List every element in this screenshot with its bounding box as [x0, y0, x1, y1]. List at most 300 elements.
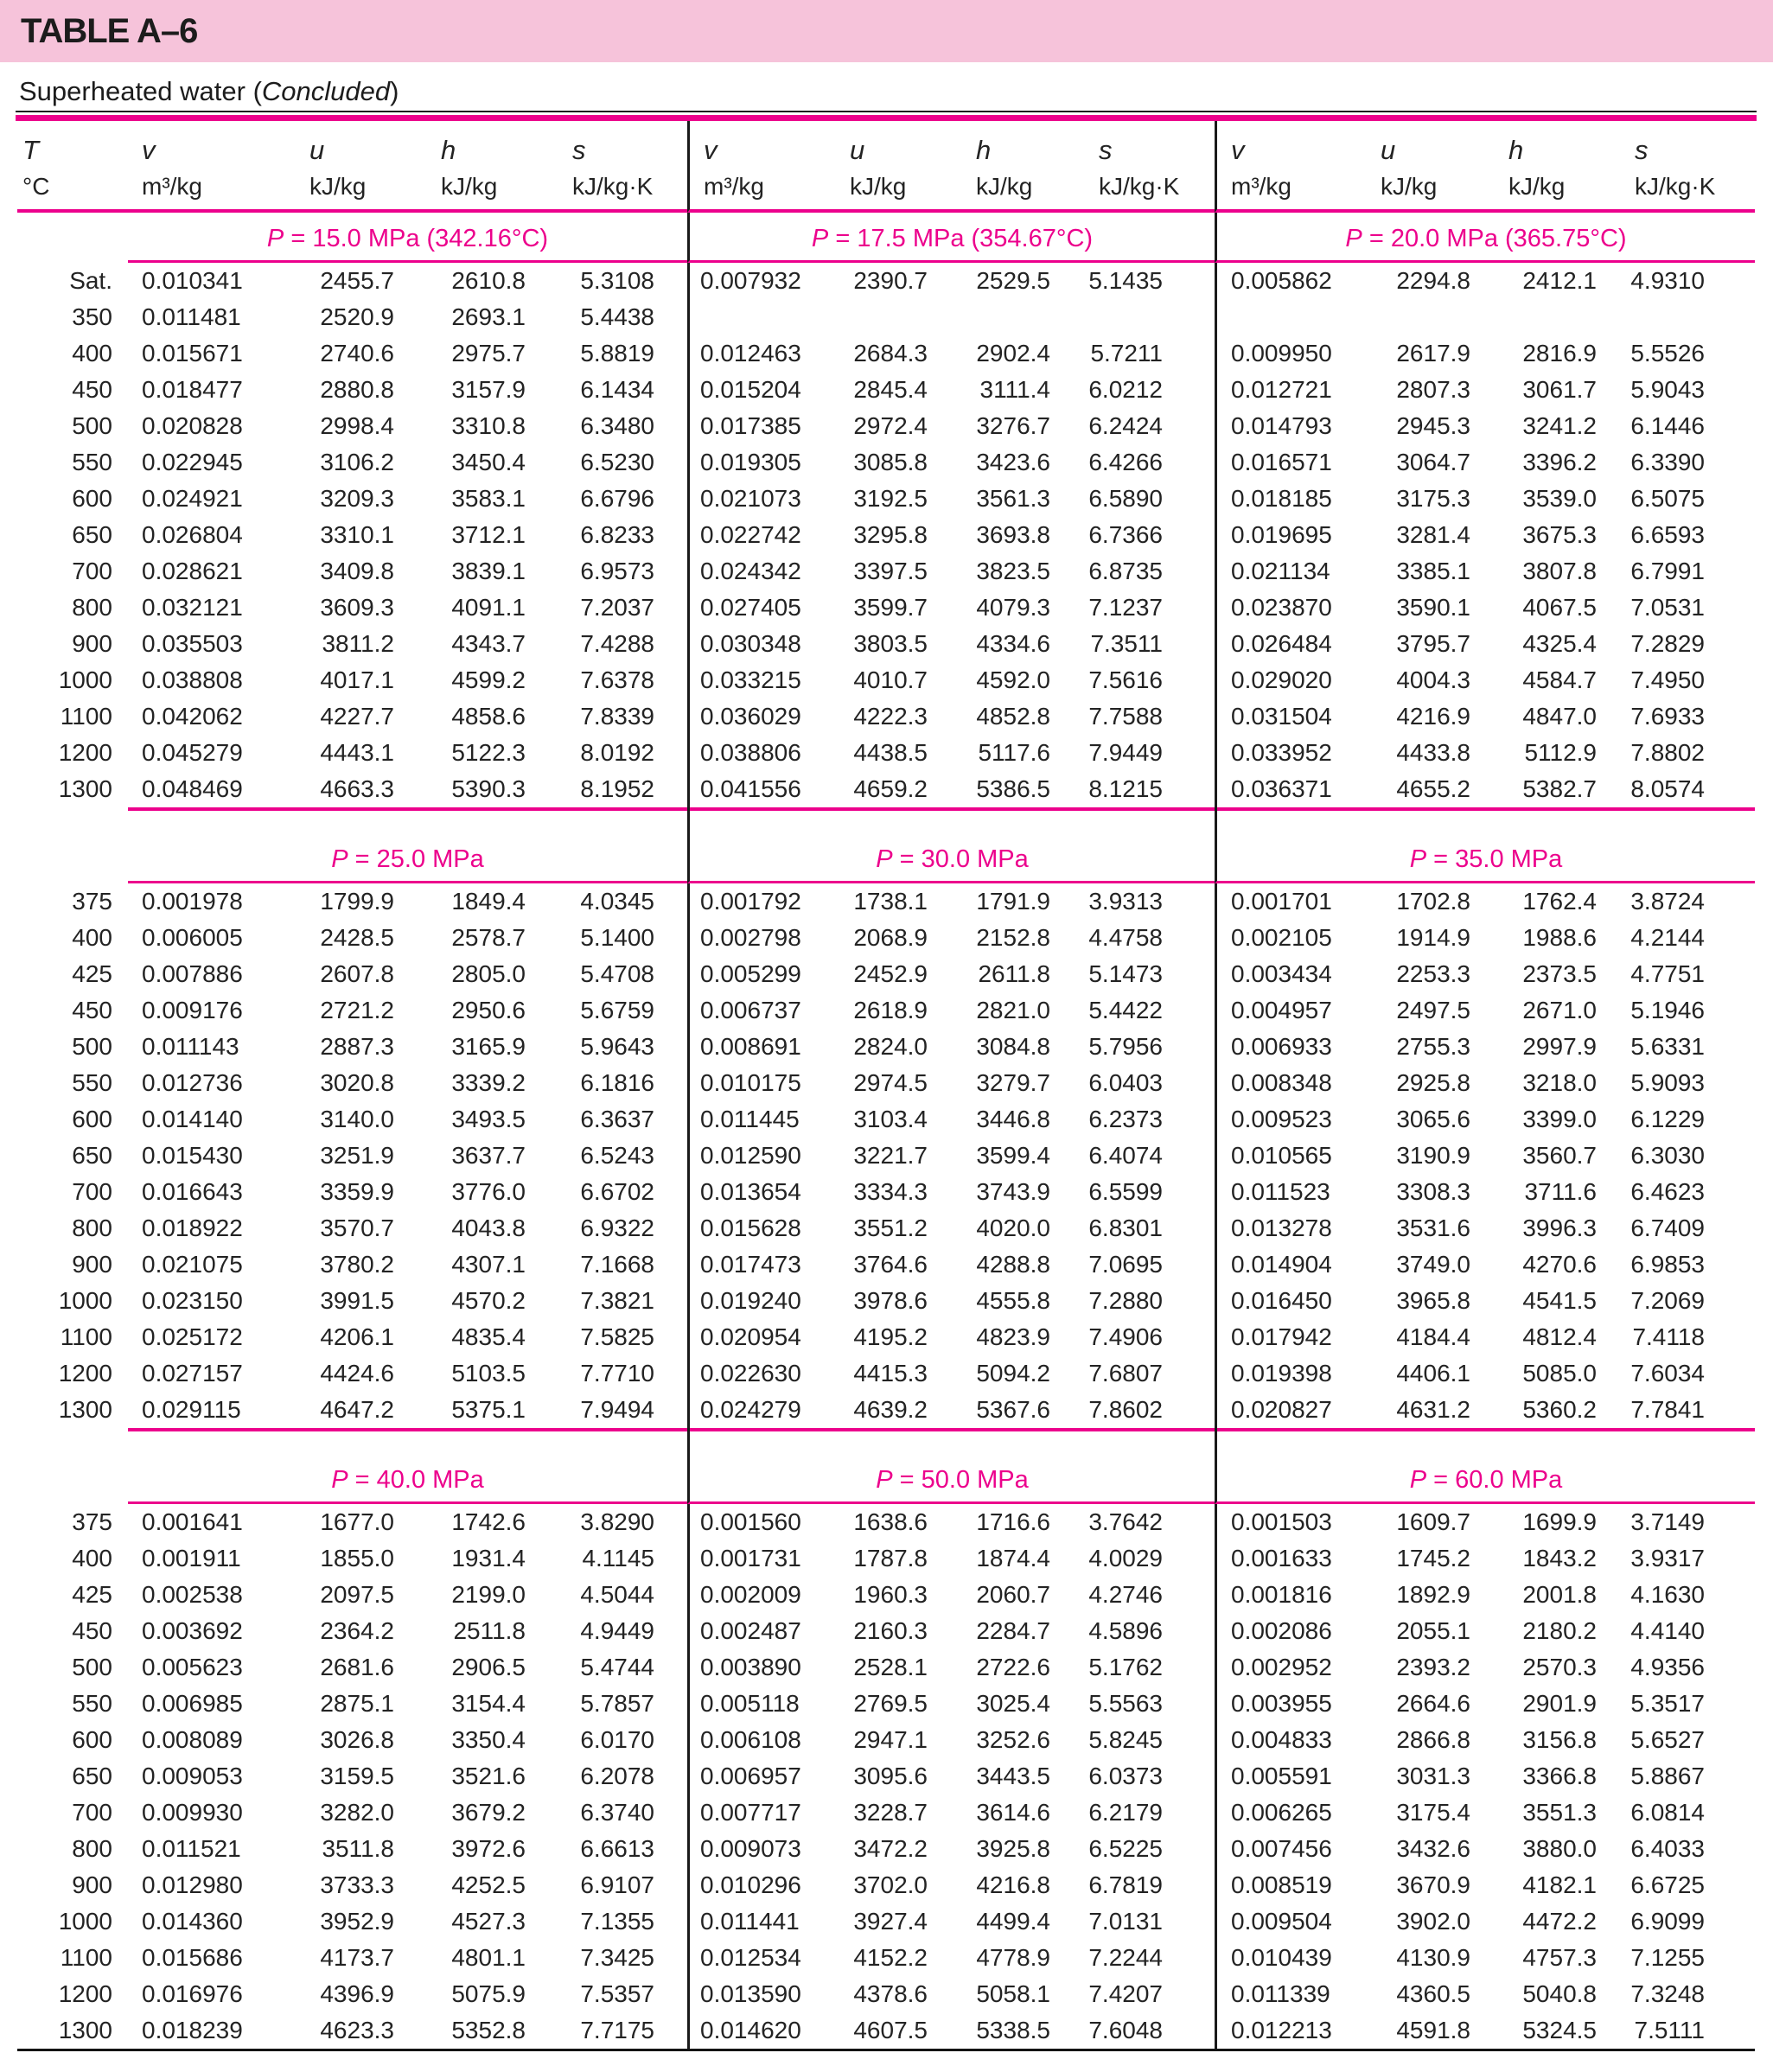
cell-value: 2721.2 [320, 997, 394, 1023]
cell-value: 7.6048 [1088, 2017, 1163, 2043]
cell-value: 0.017942 [1215, 1319, 1355, 1355]
cell-value: 7.2069 [1630, 1287, 1705, 1314]
cell-value: 8.0574 [1630, 775, 1705, 802]
cell-value: 2529.5 [976, 267, 1050, 294]
cell-value: 7.1355 [580, 1908, 654, 1935]
band-gap [1215, 811, 1755, 833]
cell-value: 6.4623 [1630, 1178, 1705, 1205]
pressure-symbol: P [266, 225, 284, 252]
cell-value: 2393.2 [1396, 1654, 1470, 1680]
cell-value: 2681.6 [320, 1654, 394, 1680]
cell-temperature: 550 [72, 1069, 112, 1096]
cell-value: 7.5825 [580, 1323, 654, 1350]
cell-value: 0.018185 [1215, 481, 1355, 517]
cell-value: 0.002952 [1215, 1649, 1355, 1686]
cell-value: 5.1946 [1630, 997, 1705, 1023]
cell-value: 0.008348 [1215, 1065, 1355, 1101]
cell-value: 3.7642 [1088, 1508, 1163, 1535]
cell-temperature: 800 [72, 1215, 112, 1241]
cell-value: 6.6613 [580, 1835, 654, 1862]
cell-value: 2618.9 [853, 997, 928, 1023]
col-header-s-2: s kJ/kg·K [1073, 121, 1215, 213]
cell-value: 7.2037 [580, 594, 654, 621]
cell-value: 0.021134 [1215, 553, 1355, 590]
cell-value: 1874.4 [976, 1545, 1050, 1572]
cell-value: 3443.5 [976, 1763, 1050, 1789]
cell-value: 7.0531 [1630, 594, 1705, 621]
cell-value: 0.006005 [142, 924, 243, 951]
cell-value: 4216.9 [1396, 703, 1470, 730]
cell-value: 3531.6 [1396, 1215, 1470, 1241]
cell-value: 6.7366 [1088, 521, 1163, 548]
cell-value: 4184.4 [1396, 1323, 1470, 1350]
cell-value: 2821.0 [976, 997, 1050, 1023]
cell-value: 3095.6 [853, 1763, 928, 1789]
cell-value: 5.8819 [580, 340, 654, 367]
cell-value: 4020.0 [976, 1215, 1050, 1241]
cell-value: 4527.3 [451, 1908, 526, 1935]
cell-value: 0.002487 [687, 1613, 824, 1649]
cell-value: 2671.0 [1522, 997, 1597, 1023]
cell-value: 5.4422 [1088, 997, 1163, 1023]
cell-value: 7.6034 [1630, 1360, 1705, 1387]
cell-value: 5.6527 [1630, 1726, 1705, 1753]
cell-value: 0.025172 [142, 1323, 243, 1350]
cell-temperature: 1300 [58, 1396, 112, 1423]
cell-value: 4010.7 [853, 666, 928, 693]
cell-value: 0.016571 [1215, 444, 1355, 481]
cell-value: 5.7857 [580, 1690, 654, 1717]
pressure-symbol: P [1409, 1466, 1427, 1494]
cell-value: 2520.9 [320, 303, 394, 330]
cell-value: 0.001911 [142, 1545, 241, 1572]
cell-value: 0.021075 [142, 1251, 243, 1278]
band-gap [128, 811, 687, 833]
cell-value: 7.7588 [1088, 703, 1163, 730]
cell-value: 5324.5 [1522, 2017, 1597, 2043]
pressure-value: = 20.0 MPa (365.75°C) [1362, 225, 1627, 252]
cell-temperature: 450 [72, 376, 112, 403]
cell-value: 7.3248 [1630, 1980, 1705, 2007]
cell-value: 6.6796 [580, 485, 654, 512]
cell-value: 5.9043 [1630, 376, 1705, 403]
cell-value: 6.8735 [1088, 558, 1163, 584]
cell-value: 6.5225 [1088, 1835, 1163, 1862]
cell-value: 0.013654 [687, 1174, 824, 1210]
cell-value: 3165.9 [451, 1033, 526, 1060]
cell-value: 0.005118 [687, 1686, 824, 1722]
cell-value: 4206.1 [320, 1323, 394, 1350]
cell-value: 0.018239 [142, 2017, 243, 2043]
cell-value: 4307.1 [451, 1251, 526, 1278]
cell-value: 0.007932 [687, 263, 824, 299]
cell-value: 1931.4 [451, 1545, 526, 1572]
col-header-h-2: h kJ/kg [950, 121, 1073, 213]
cell-value: 6.6702 [580, 1178, 654, 1205]
cell-value: 4541.5 [1522, 1287, 1597, 1314]
cell-value: 1702.8 [1396, 888, 1470, 915]
cell-value: 7.4288 [580, 630, 654, 657]
cell-value: 0.015671 [142, 340, 243, 367]
cell-value: 3295.8 [853, 521, 928, 548]
cell-value: 0.001701 [1215, 883, 1355, 920]
cell-value: 5338.5 [976, 2017, 1050, 2043]
cell-value: 5.6331 [1630, 1033, 1705, 1060]
cell-temperature: 450 [72, 1617, 112, 1644]
cell-value: 3972.6 [451, 1835, 526, 1862]
cell-value: 7.6378 [580, 666, 654, 693]
cell-value: 0.014140 [142, 1106, 243, 1132]
cell-value: 0.008089 [142, 1726, 243, 1753]
cell-value: 4801.1 [451, 1944, 526, 1971]
cell-value: 7.4207 [1088, 1980, 1163, 2007]
cell-value: 2740.6 [320, 340, 394, 367]
cell-value: 4.5896 [1088, 1617, 1163, 1644]
cell-value: 0.002086 [1215, 1613, 1355, 1649]
cell-value: 0.048469 [142, 775, 243, 802]
cell-value: 2945.3 [1396, 412, 1470, 439]
cell-temperature: 1100 [60, 1323, 112, 1350]
cell-value: 0.001560 [687, 1504, 824, 1540]
cell-temperature: 500 [72, 412, 112, 439]
cell-value: 0.013590 [687, 1976, 824, 2012]
cell-value: 3637.7 [451, 1142, 526, 1169]
cell-value: 0.026484 [1215, 626, 1355, 662]
cell-value: 0.014904 [1215, 1246, 1355, 1283]
cell-value: 0.015686 [142, 1944, 243, 1971]
cell-value: 2253.3 [1396, 960, 1470, 987]
cell-value: 7.2244 [1088, 1944, 1163, 1971]
cell-value: 0.001633 [1215, 1540, 1355, 1577]
cell-value: 0.020954 [687, 1319, 824, 1355]
cell-value: 2875.1 [320, 1690, 394, 1717]
cell-value: 7.8602 [1088, 1396, 1163, 1423]
cell-value: 4334.6 [976, 630, 1050, 657]
pressure-value: = 40.0 MPa [348, 1466, 484, 1494]
cell-value: 4004.3 [1396, 666, 1470, 693]
cell-value: 2617.9 [1396, 340, 1470, 367]
cell-temperature: 650 [72, 1763, 112, 1789]
cell-value: 2452.9 [853, 960, 928, 987]
cell-value: 3795.7 [1396, 630, 1470, 657]
cell-value: 4778.9 [976, 1944, 1050, 1971]
cell-value: 0.003434 [1215, 956, 1355, 992]
cell-value: 4.5044 [580, 1581, 654, 1608]
pressure-header [1215, 213, 1755, 263]
cell-value: 1738.1 [853, 888, 928, 915]
cell-value: 3702.0 [853, 1871, 928, 1898]
cell-value: 2412.1 [1522, 267, 1597, 294]
cell-value: 3310.1 [320, 521, 394, 548]
cell-value: 3811.2 [322, 630, 394, 657]
cell-value: 3251.9 [320, 1142, 394, 1169]
cell-value: 0.012721 [1215, 372, 1355, 408]
cell-value: 7.3821 [580, 1287, 654, 1314]
cell-value: 7.1237 [1088, 594, 1163, 621]
cell-value: 7.1668 [580, 1251, 654, 1278]
cell-value: 1745.2 [1396, 1545, 1470, 1572]
cell-value: 4396.9 [320, 1980, 394, 2007]
cell-temperature: 650 [72, 1142, 112, 1169]
cell-value: 5.9643 [580, 1033, 654, 1060]
cell-value: 0.003890 [687, 1649, 824, 1686]
cell-value: 4406.1 [1396, 1360, 1470, 1387]
cell-value: 7.4118 [1632, 1323, 1705, 1350]
cell-value: 0.015430 [142, 1142, 243, 1169]
cell-value: 3432.6 [1396, 1835, 1470, 1862]
cell-value: 2722.6 [976, 1654, 1050, 1680]
cell-value: 6.9107 [580, 1871, 654, 1898]
cell-value: 1677.0 [320, 1508, 394, 1535]
cell-value: 3359.9 [320, 1178, 394, 1205]
cell-value: 6.1229 [1630, 1106, 1705, 1132]
cell-value: 0.004957 [1215, 992, 1355, 1029]
cell-value: 3020.8 [320, 1069, 394, 1096]
cell-value: 5085.0 [1522, 1360, 1597, 1387]
cell-value: 2373.5 [1522, 960, 1597, 987]
subtitle-italic-text: Concluded [261, 76, 391, 106]
cell-value: 0.012213 [1215, 2012, 1355, 2049]
cell-value: 0.001641 [142, 1508, 243, 1535]
cell-value: 3065.6 [1396, 1106, 1470, 1132]
cell-value: 0.023870 [1215, 590, 1355, 626]
cell-temperature: 425 [72, 1581, 112, 1608]
cell-value: 7.5111 [1634, 2017, 1705, 2043]
cell-temperature: 1200 [58, 739, 112, 766]
cell-value: 7.0695 [1088, 1251, 1163, 1278]
cell-value: 4472.2 [1522, 1908, 1597, 1935]
pressure-symbol: P [876, 845, 893, 873]
cell-value: 1787.8 [853, 1545, 928, 1572]
cell-value: 3560.7 [1522, 1142, 1597, 1169]
cell-value: 3776.0 [451, 1178, 526, 1205]
cell-value: 3493.5 [451, 1106, 526, 1132]
cell-value: 3803.5 [853, 630, 928, 657]
cell-value: 5382.7 [1522, 775, 1597, 802]
cell-value: 6.9099 [1630, 1908, 1705, 1935]
cell-value: 3106.2 [320, 449, 394, 475]
cell-value: 5.3517 [1630, 1690, 1705, 1717]
cell-value: 3539.0 [1522, 485, 1597, 512]
cell-value: 3693.8 [976, 521, 1050, 548]
cell-value [950, 299, 1073, 335]
cell-value: 6.0814 [1630, 1799, 1705, 1826]
cell-value: 3084.8 [976, 1033, 1050, 1060]
cell-value: 5360.2 [1522, 1396, 1597, 1423]
pressure-symbol: P [1345, 225, 1362, 252]
cell-value: 3599.7 [853, 594, 928, 621]
cell-value: 2578.7 [451, 924, 526, 951]
cell-value: 1849.4 [451, 888, 526, 915]
cell-value: 6.5599 [1088, 1178, 1163, 1205]
cell-value [687, 299, 824, 335]
cell-temperature: 350 [72, 303, 112, 330]
cell-value: 1638.6 [853, 1508, 928, 1535]
cell-temperature: 1000 [58, 666, 112, 693]
cell-value: 5.9093 [1630, 1069, 1705, 1096]
cell-value: 3111.4 [979, 376, 1050, 403]
cell-temperature: 1200 [58, 1360, 112, 1387]
cell-value: 3085.8 [853, 449, 928, 475]
cell-value: 6.7819 [1088, 1871, 1163, 1898]
cell-value: 0.014360 [142, 1908, 243, 1935]
cell-value: 0.012736 [142, 1069, 243, 1096]
cell-temperature: 375 [72, 888, 112, 915]
cell-value: 0.020828 [142, 412, 243, 439]
cell-value: 3276.7 [976, 412, 1050, 439]
cell-value: 8.1952 [580, 775, 654, 802]
cell-value: 0.001816 [1215, 1577, 1355, 1613]
cell-value: 6.2078 [580, 1763, 654, 1789]
cell-temperature: 600 [72, 485, 112, 512]
cell-value: 4424.6 [320, 1360, 394, 1387]
col-header-v-1: v m³/kg [128, 121, 284, 213]
cell-value: 0.014793 [1215, 408, 1355, 444]
pressure-header [687, 833, 1215, 883]
cell-value: 0.024342 [687, 553, 824, 590]
cell-value: 7.2880 [1088, 1287, 1163, 1314]
cell-value: 4438.5 [853, 739, 928, 766]
cell-value: 7.4950 [1630, 666, 1705, 693]
cell-value: 0.009504 [1215, 1903, 1355, 1940]
cell-value: 0.011481 [142, 303, 241, 330]
cell-value: 4.2144 [1630, 924, 1705, 951]
cell-value: 0.002105 [1215, 920, 1355, 956]
cell-value: 0.007886 [142, 960, 243, 987]
cell-value: 2997.9 [1522, 1033, 1597, 1060]
cell-value [1483, 299, 1609, 335]
cell-value: 4.9449 [580, 1617, 654, 1644]
cell-value: 4216.8 [976, 1871, 1050, 1898]
cell-value: 0.023150 [142, 1287, 243, 1314]
cell-value: 4.4140 [1630, 1617, 1705, 1644]
cell-value: 4631.2 [1396, 1396, 1470, 1423]
cell-value: 6.8233 [580, 521, 654, 548]
cell-value: 1855.0 [320, 1545, 394, 1572]
pressure-header [128, 213, 687, 263]
cell-value: 3839.1 [451, 558, 526, 584]
cell-temperature: 500 [72, 1654, 112, 1680]
cell-value: 3472.2 [853, 1835, 928, 1862]
cell-value: 2068.9 [853, 924, 928, 951]
pressure-symbol: P [331, 845, 348, 873]
cell-value: 2610.8 [451, 267, 526, 294]
cell-temperature: 900 [72, 1871, 112, 1898]
cell-value: 4378.6 [853, 1980, 928, 2007]
cell-value: 4091.1 [451, 594, 526, 621]
cell-value: 2816.9 [1522, 340, 1597, 367]
cell-value: 0.014620 [687, 2012, 824, 2049]
cell-value: 0.019240 [687, 1283, 824, 1319]
cell-value: 5.3108 [580, 267, 654, 294]
cell-value: 0.019695 [1215, 517, 1355, 553]
col-header-u-1: u kJ/kg [284, 121, 415, 213]
cell-temperature: 1000 [58, 1908, 112, 1935]
cell-value: 3061.7 [1522, 376, 1597, 403]
table-bottom-rule [17, 2049, 1755, 2051]
cell-value: 5122.3 [451, 739, 526, 766]
pressure-symbol: P [331, 1466, 348, 1494]
cell-value: 6.0403 [1088, 1069, 1163, 1096]
cell-value: 6.9322 [580, 1215, 654, 1241]
cell-value: 6.6725 [1630, 1871, 1705, 1898]
cell-value: 4639.2 [853, 1396, 928, 1423]
cell-value: 3334.3 [853, 1178, 928, 1205]
cell-value: 4659.2 [853, 775, 928, 802]
cell-value: 4067.5 [1522, 594, 1597, 621]
cell-value: 0.010439 [1215, 1940, 1355, 1976]
cell-value: 3583.1 [451, 485, 526, 512]
cell-value: 3190.9 [1396, 1142, 1470, 1169]
cell-value: 0.005862 [1215, 263, 1355, 299]
cell-value: 0.020827 [1215, 1392, 1355, 1428]
cell-value: 3614.6 [976, 1799, 1050, 1826]
cell-value: 3743.9 [976, 1178, 1050, 1205]
cell-value: 3670.9 [1396, 1871, 1470, 1898]
cell-value: 1960.3 [853, 1581, 928, 1608]
cell-value: 3396.2 [1522, 449, 1597, 475]
cell-value: 2902.4 [976, 340, 1050, 367]
cell-value: 4252.5 [451, 1871, 526, 1898]
cell-value: 3423.6 [976, 449, 1050, 475]
cell-temperature: 400 [72, 340, 112, 367]
cell-value: 4.9310 [1630, 267, 1705, 294]
cell-value: 4852.8 [976, 703, 1050, 730]
cell-value: 6.9573 [580, 558, 654, 584]
cell-value: 4288.8 [976, 1251, 1050, 1278]
table-top-rule [16, 115, 1757, 121]
cell-value: 0.017385 [687, 408, 824, 444]
cell-value: 1914.9 [1396, 924, 1470, 951]
cell-value [1215, 299, 1355, 335]
cell-value: 4823.9 [976, 1323, 1050, 1350]
cell-value: 3.9313 [1088, 888, 1163, 915]
cell-value: 3780.2 [320, 1251, 394, 1278]
cell-value: 0.005299 [687, 956, 824, 992]
cell-value: 2152.8 [976, 924, 1050, 951]
cell-value: 6.7991 [1630, 558, 1705, 584]
cell-value: 5.5563 [1088, 1690, 1163, 1717]
cell-value: 6.1446 [1630, 412, 1705, 439]
cell-value: 0.022945 [142, 449, 243, 475]
cell-value: 6.6593 [1630, 521, 1705, 548]
cell-value: 6.0170 [580, 1726, 654, 1753]
cell-value: 3.9317 [1630, 1545, 1705, 1572]
cell-value: 0.002538 [142, 1581, 243, 1608]
cell-value: 0.033952 [1215, 735, 1355, 771]
cell-value: 0.002798 [687, 920, 824, 956]
cell-value: 3385.1 [1396, 558, 1470, 584]
cell-value: 3551.2 [853, 1215, 928, 1241]
band-gap [687, 1431, 1215, 1454]
cell-value: 8.0192 [580, 739, 654, 766]
cell-value: 2497.5 [1396, 997, 1470, 1023]
cell-value: 4443.1 [320, 739, 394, 766]
cell-value: 2199.0 [451, 1581, 526, 1608]
cell-value: 6.5890 [1088, 485, 1163, 512]
cell-value: 5.8245 [1088, 1726, 1163, 1753]
pressure-header [1215, 1454, 1755, 1504]
cell-value: 3175.4 [1396, 1799, 1470, 1826]
cell-value: 4433.8 [1396, 739, 1470, 766]
cell-value: 3965.8 [1396, 1287, 1470, 1314]
cell-value: 1799.9 [320, 888, 394, 915]
subtitle-divider [16, 111, 1757, 112]
pressure-value: = 17.5 MPa (354.67°C) [828, 225, 1094, 252]
cell-value: 6.2373 [1088, 1106, 1163, 1132]
cell-value: 1699.9 [1522, 1508, 1597, 1535]
cell-value: 6.4266 [1088, 449, 1163, 475]
